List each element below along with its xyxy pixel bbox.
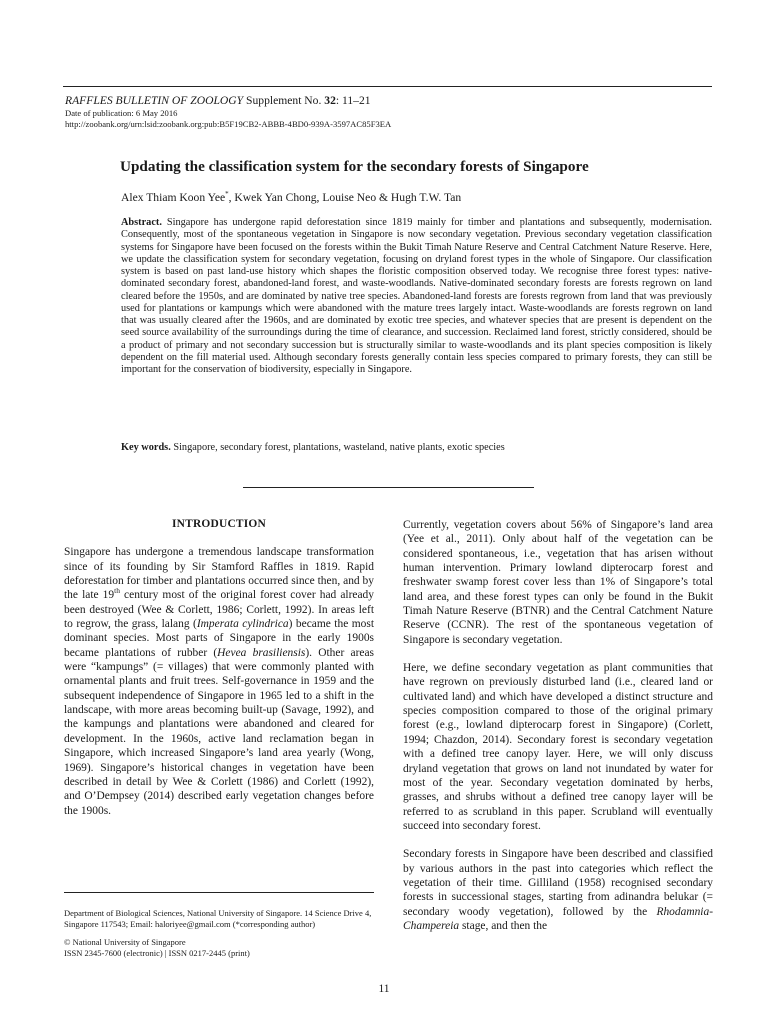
abstract-text: Singapore has undergone rapid deforestation since 1819 mainly for timber and plantations and subsequently, modernisation. Consequently, most of the spontaneous vegetation in Singapore is now secondary vegetation. Previous secondary vegetation classification systems for Singapore have been focused on the forests within the Bukit Timah Nature Reserve and Central Catchment Nature Reserve. Here, we update the classification system for secondary vegetation, focusing on dryland forest types in the whole of Singapore. Our classification system is based on past land-use history which shapes the floristic composition observed today. We recognise three forest types: native-dominated secondary forest, abandoned-land forest, and waste-woodlands. Native-dominated secondary forests are forests regrown on land cleared before the 1950s, and are dominated by native tree species. Abandoned-land forests are forests regrown from land that was previously used for plantations or kampungs which were abandoned with the mature trees largely intact. Waste-woodlands are forests regrown on land that was usually cleared after the 1960s, and are dominated by exotic tree species, and whatever species that are present is dependent on the seed source availability of the surroundings during the time of clearance, and succession. Reclaimed land forest, strictly considered, should be a product of primary and not secondary succession but is structurally similar to waste-woodlands and its plant species composition is likely dependent on the fill material used. Although secondary forests generally contain less species compared to primary forests, they can still be important for the conservation of biodiversity, especially in Singapore. bbox=[121, 217, 712, 375]
right-paragraph-3 bbox=[403, 847, 713, 933]
journal-header bbox=[65, 94, 705, 130]
supplement-number: 32 bbox=[324, 94, 336, 107]
intro-text-4: ). Other areas were “kampungs” (= villages) that were commonly planted with ornamental plants and fruit trees. Self-governance in 1959 and the subsequent independence of Singapore in 1965 led to a shift in the landscape, with more areas becoming built-up (Savage, 1992), and the kampungs and plantations were abandoned and cleared for development. In the 1960s, active land reclamation began in Singapore, which increased Singapore’s land area yearly (Wong, 1969). Singapore’s historical changes in vegetation have been described in detail by Wee & Corlett (1986) and Corlett (1992), and O’Dempsey (2014) described early vegetation changes before the 1900s. bbox=[64, 646, 374, 817]
page-range: : 11–21 bbox=[335, 94, 371, 107]
species-name-hevea: Hevea brasiliensis bbox=[217, 646, 306, 659]
keywords-text: Singapore, secondary forest, plantations, wasteland, native plants, exotic species bbox=[170, 442, 505, 453]
journal-citation bbox=[65, 94, 705, 108]
ordinal-superscript: th bbox=[114, 586, 120, 596]
left-column bbox=[64, 517, 374, 818]
zoobank-link[interactable]: http://zoobank.org/urn:lsid:zoobank.org:pub:B5F19CB2-ABBB-4BD0-939A-3597AC85F3EA bbox=[65, 119, 392, 129]
keywords-label: Key words. bbox=[121, 442, 171, 453]
right-text-3b: stage, and then the bbox=[459, 919, 548, 932]
issn: ISSN 2345-7600 (electronic) | ISSN 0217-2445 (print) bbox=[64, 947, 250, 958]
right-paragraph-2: Here, we define secondary vegetation as plant communities that have regrown on previously disturbed land (i.e., cleared land or cultivated land) and which have developed a distinct structure and species composition compared to those of the original primary forest (e.g., lowland dipterocarp forest in Singapore) (Corlett, 1994; Chazdon, 2014). Secondary forest is secondary vegetation with a defined tree canopy layer. Here, we will only discuss dryland vegetation that grows on land not inundated by water for most of the year. Secondary vegetation dominated by herbs, grasses, and shrubs without a defined tree canopy layer will be referred to as scrubland in this paper. Scrubland will eventually succeed into secondary forest. bbox=[403, 662, 713, 832]
species-name-imperata: Imperata cylindrica bbox=[196, 618, 289, 631]
article-title: Updating the classification system for the secondary forests of Singapore bbox=[120, 158, 589, 175]
intro-paragraph-1 bbox=[64, 545, 374, 818]
header-rule bbox=[63, 86, 712, 87]
abstract-label: Abstract. bbox=[121, 217, 162, 228]
supplement-text: Supplement No. bbox=[243, 94, 325, 107]
abstract bbox=[121, 217, 712, 376]
footnote-gap bbox=[64, 929, 376, 937]
footnote-rule bbox=[64, 892, 374, 893]
section-divider bbox=[243, 487, 534, 488]
co-authors: , Kwek Yan Chong, Louise Neo & Hugh T.W. Tan bbox=[228, 191, 462, 204]
journal-name: RAFFLES BULLETIN OF ZOOLOGY bbox=[65, 94, 244, 107]
affiliation: Department of Biological Sciences, National University of Singapore. 14 Science Drive 4, Singapore 117543; Email: haloriyee@gmail.com (*corresponding author) bbox=[64, 908, 372, 929]
copyright: © National University of Singapore bbox=[64, 937, 186, 947]
intro-text-2: century most of the original forest cover had already been destroyed (Wee & Corlett, 1986; Corlett, 1992). In areas left to regrow, the grass, lalang ( bbox=[64, 589, 374, 631]
right-paragraph-1: Currently, vegetation covers about 56% of Singapore’s land area (Yee et al., 2011). Only about half of the vegetation can be considered spontaneous, i.e., vegetation that has arisen without human intervention. Primary lowland dipterocarp forest and freshwater swamp forest cover less than 1% of Singapore’s total land area, and these forest types can only be found in the Bukit Timah Nature Reserve (BTNR) and the Central Catchment Nature Reserve (CCNR). The rest of the spontaneous vegetation of Singapore is secondary vegetation. bbox=[403, 519, 713, 646]
keywords bbox=[121, 441, 712, 454]
intro-text-1: Singapore has undergone a tremendous landscape transformation since of its founding by Sir Stamford Raffles in 1819. Rapid deforestation for timber and plantations occurred since then, and by the late 19 bbox=[64, 546, 374, 602]
right-column bbox=[403, 518, 713, 933]
publication-date: Date of publication: 6 May 2016 bbox=[65, 108, 178, 118]
page-number: 11 bbox=[378, 983, 390, 995]
right-text-3a: Secondary forests in Singapore have been described and classified by various authors in the past into categories which reflect the vegetation of their time. Gilliland (1958) recognised secondary forests in successional stages, starting from adinandra belukar (= secondary woody vegetation), followed by the bbox=[403, 848, 713, 918]
species-name-rhodamnia: Rhodamnia-Champereia bbox=[403, 905, 713, 932]
lead-author: Alex Thiam Koon Yee bbox=[121, 191, 226, 204]
introduction-heading: INTRODUCTION bbox=[172, 518, 266, 530]
footnote bbox=[64, 908, 376, 958]
corresponding-author-mark: * bbox=[225, 190, 229, 199]
intro-text-3: ) became the most dominant species. Most parts of Singapore in the early 1900s became plantations of rubber ( bbox=[64, 618, 374, 659]
author-list bbox=[121, 191, 721, 205]
